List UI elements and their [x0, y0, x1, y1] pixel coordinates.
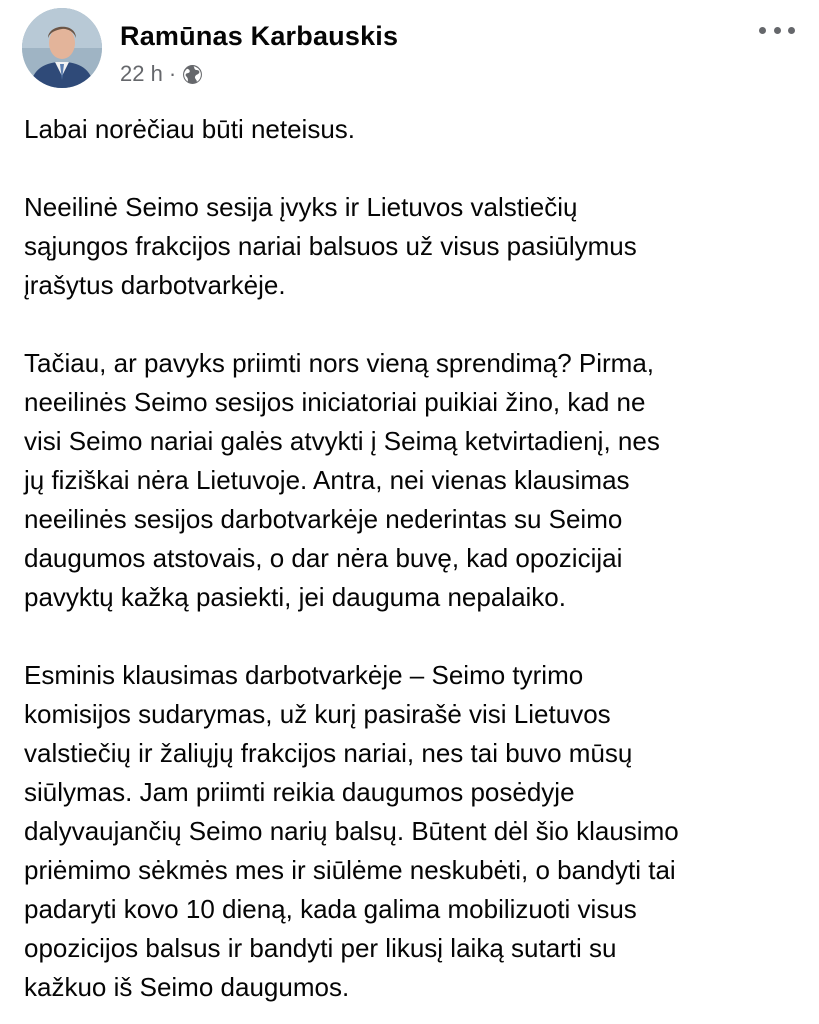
- post-timestamp[interactable]: 22 h: [120, 61, 163, 86]
- post-meta: [120, 61, 203, 87]
- more-dot: [774, 27, 781, 34]
- post-header: [22, 8, 803, 92]
- post-paragraph: Esminis klausimas darbotvarkėje – Seimo tyrimo komisijos sudarymas, už kurį pasirašė visi Lietuvos valstiečių ir žaliųjų frakcijos nariai, nes tai buvo mūsų siūlymas. Jam priimti reikia daugumos posėdyje dalyvaujančių Seimo narių balsų. Būtent dėl šio klausimo priėmimo sėkmės mes ir siūlėme neskubėti, o bandyti tai padaryti kovo 10 dieną, kada galima mobilizuoti visus opozicijos balsus ir bandyti per likusį laiką sutarti su kažkuo iš Seimo daugumos.: [24, 660, 679, 1002]
- post-paragraph: Neeilinė Seimo sesija įvyks ir Lietuvos valstiečių sąjungos frakcijos nariai balsuos už visus pasiūlymus įrašytus darbotvarkėje.: [24, 192, 637, 300]
- globe-icon: [182, 64, 203, 85]
- meta-separator: ·: [168, 61, 177, 86]
- post-paragraph: Tačiau, ar pavyks priimti nors vieną sprendimą? Pirma, neeilinės Seimo sesijos iniciatoriai puikiai žino, kad ne visi Seimo nariai galės atvykti į Seimą ketvirtadienį, nes jų fiziškai nėra Lietuvoje. Antra, nei vienas klausimas neeilinės sesijos darbotvarkėje nederintas su Seimo daugumos atstovais, o dar nėra buvę, kad opozicijai pavyktų kažką pasiekti, jei dauguma nepalaiko.: [24, 348, 660, 612]
- post-body: [24, 110, 799, 1007]
- avatar-image: [22, 8, 102, 88]
- more-dot: [759, 27, 766, 34]
- post-paragraph: Labai norėčiau būti neteisus.: [24, 114, 356, 144]
- author-name[interactable]: Ramūnas Karbauskis: [120, 21, 399, 51]
- more-dot: [788, 27, 795, 34]
- more-dots-icon[interactable]: [759, 20, 795, 40]
- avatar[interactable]: [22, 8, 102, 88]
